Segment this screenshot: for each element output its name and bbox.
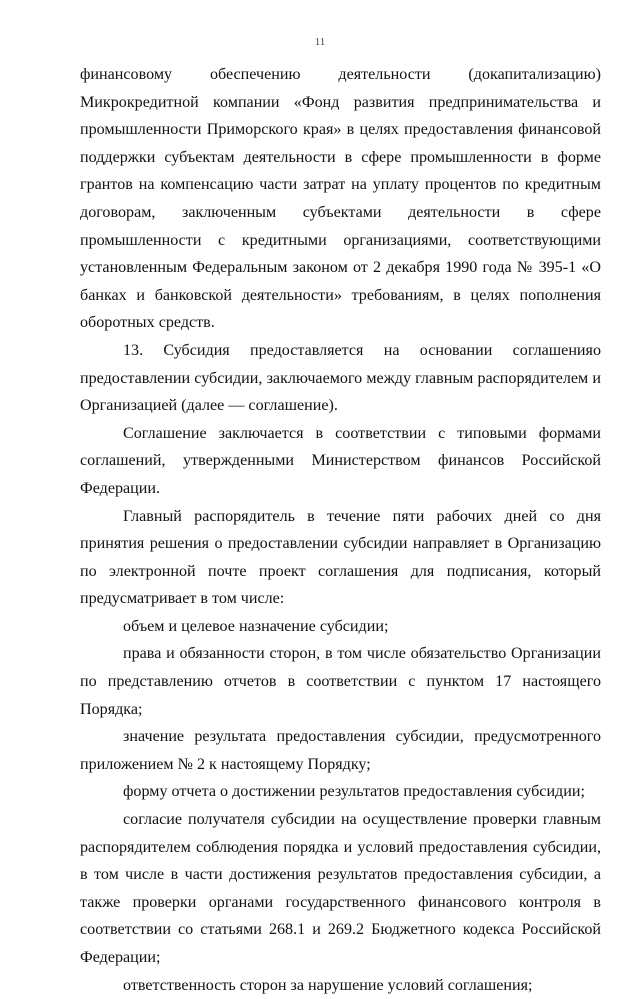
list-item-report-form: форму отчета о достижении результатов предоставления субсидии;: [123, 783, 585, 801]
document-body: [80, 61, 601, 999]
list-item-inspection-consent: согласие получателя субсидии на осуществление проверки главным распорядителем соблюдения порядка и условий предоставления субсидии, в том числе в части достижения результатов предоставления субсидии, а также проверки органами государственного финансового контроля в соответствии со статьями 268.1 и 269.2 Бюджетного кодекса Российской Федерации;: [80, 811, 601, 966]
list-item-result-value: значение результата предоставления субсидии, предусмотренного приложением № 2 к настоящему Порядку;: [80, 728, 601, 773]
list-item-subsidy-volume: объем и целевое назначение субсидии;: [123, 617, 389, 635]
paragraph-agreement-forms: Соглашение заключается в соответствии с типовыми формами соглашений, утвержденными Министерством финансов Российской Федерации.: [80, 424, 601, 497]
paragraph-continuation: финансовому обеспечению деятельности (докапитализацию) Микрокредитной компании «Фонд развития предпринимательства и промышленности Приморского края» в целях предоставления финансовой поддержки субъектам деятельности в сфере промышленности в форме грантов на компенсацию части затрат на уплату процентов по кредитным договорам, заключенным субъектами деятельности в сфере промышленности с кредитными организациями, соответствующими установленным Федеральным законом от 2 декабря 1990 года № 395-1 «О банках и банковской деятельности» требованиям, в целях пополнения оборотных средств.: [80, 66, 601, 332]
paragraph-clause-13: 13. Субсидия предоставляется на основании соглашенияо предоставлении субсидии, заключаемого между главным распорядителем и Организацией (далее — соглашение).: [80, 341, 601, 415]
page-number: 11: [314, 36, 326, 48]
list-item-liability: ответственность сторон за нарушение условий соглашения;: [123, 976, 533, 994]
list-item-rights-obligations: права и обязанности сторон, в том числе обязательство Организации по представлению отчетов в соответствии с пунктом 17 настоящего Порядка;: [80, 645, 601, 718]
paragraph-agreement-contents: Главный распорядитель в течение пяти рабочих дней со дня принятия решения о предоставлении субсидии направляет в Организацию по электронной почте проект соглашения для подписания, который предусматривает в том числе:: [80, 507, 601, 608]
